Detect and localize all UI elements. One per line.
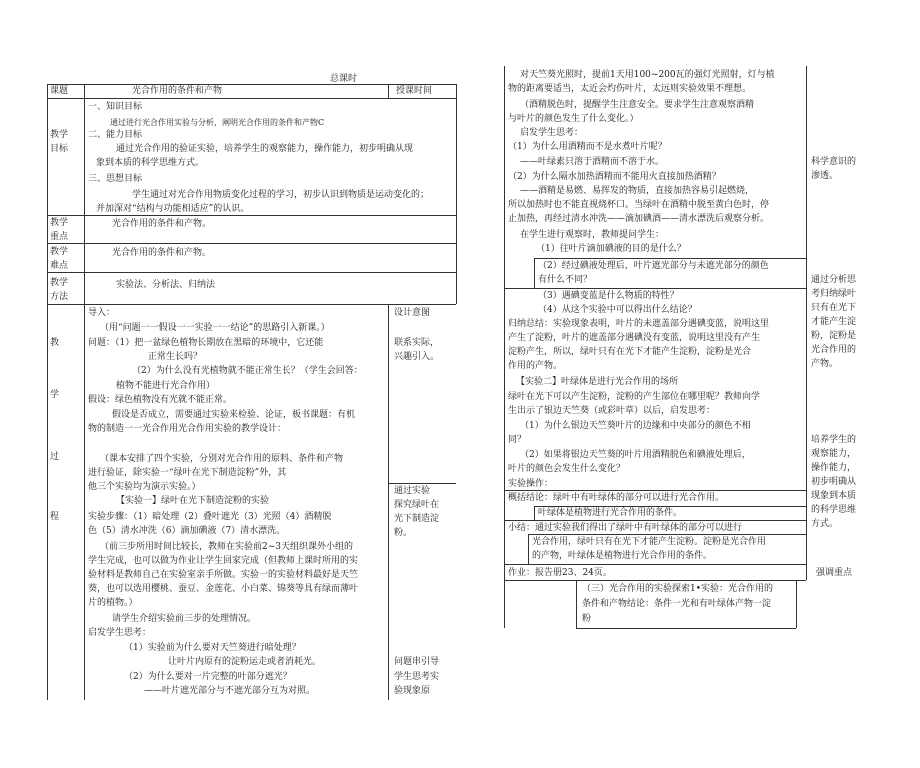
right-line: （1）为什么用酒精而不是水煮叶片呢？ xyxy=(508,142,667,152)
teaching-method: 实验法、分析法、归纳法 xyxy=(116,280,216,290)
side-note: 光合作用的 xyxy=(811,345,857,355)
thought-goal-text-1: 学生通过对光合作用物质变化过程的学习，初步认识到物质是运动变化的； xyxy=(132,190,430,200)
difficult-label-1: 教学 xyxy=(50,247,69,257)
process-line: 片的植物。） xyxy=(88,598,138,608)
right-line: 作用的产物。 xyxy=(508,361,563,371)
process-line: 学生完成，也可以做为作业让学生回家完成（但教师上课时所用的实 xyxy=(88,556,359,566)
thought-goal-text-2: 并加深对“结构与功能相适应”的认识。 xyxy=(96,204,250,214)
right-line: （1）往叶片滴加碘液的目的是什么？ xyxy=(536,244,686,254)
process-line: 进行验证，除实验一“绿叶在光下制造淀粉”外，其 xyxy=(88,468,287,478)
process-line: （课本安排了四个实验，分别对光合作用的原料、条件和产物 xyxy=(100,454,344,464)
ability-goal-text-1: 通过光合作用的验证实验，培养学生的观察能力，操作能力，初步明确从现 xyxy=(116,144,414,154)
right-line: 绿叶在光下可以产生淀粉，淀粉的产生部位在哪里呢？教师向学 xyxy=(508,392,761,402)
right-line: 淀粉产生，所以，绿叶只有在光下才能产生淀粉，淀粉是光合 xyxy=(508,347,752,357)
side-note: 方式。 xyxy=(811,519,839,529)
process-line: 葵，也可以选用樱桃、蚕豆、金莲花、小白菜、锦葵等具有绿而薄叶 xyxy=(88,584,359,594)
method-label-2: 方法 xyxy=(50,292,69,302)
process-label-2: 学 xyxy=(50,390,60,400)
right-line: 的产物，叶绿体是植物进行光合作用的条件。 xyxy=(532,551,713,561)
difficult-label-2: 难点 xyxy=(50,261,69,271)
difficult-point: 光合作用的条件和产物。 xyxy=(112,248,212,258)
right-line: （2）为什么隔水加热酒精而不能用火直接加热酒精？ xyxy=(508,172,721,182)
right-line: （2）经过碘液处理后，叶片遮光部分与未遮光部分的颜色 xyxy=(538,261,769,271)
side-note: 渗透。 xyxy=(811,171,839,181)
summary-box-line: 条件和产物结论：条件一光和有叶绿体产物一淀 xyxy=(582,599,772,609)
side-note: 才能产生淀 xyxy=(811,317,857,327)
key-point: 光合作用的条件和产物。 xyxy=(112,219,212,229)
process-line: ——叶片遮光部分与不遮光部分互为对照。 xyxy=(144,686,316,696)
right-line: （1）为什么银边天竺葵叶片的边缘和中央部分的颜色不相 xyxy=(520,421,751,431)
right-line: 所以加热时也不能直视烧杯口。当绿叶在酒精中脱至黄白色时，停 xyxy=(508,200,770,210)
design-intent-label: 设计意图 xyxy=(394,308,431,318)
process-line: （2）为什么没有光植物就不能正常生长？（学生会回答： xyxy=(132,366,363,376)
right-line: 在学生进行观察时，教师提问学生： xyxy=(520,230,665,240)
right-line: 叶绿体是植物进行光合作用的条件。 xyxy=(538,508,683,518)
process-line: 实验步骤：（1）暗处理（2）叠叶遮光（3）光照（4）酒精脱 xyxy=(88,512,332,522)
right-line: （3）遇碘变蓝是什么物质的特性？ xyxy=(538,291,679,301)
process-line: 请学生介绍实验前三步的处理情况。 xyxy=(112,614,257,624)
design-note: 联系实际， xyxy=(394,338,440,348)
key-label-2: 重点 xyxy=(50,232,69,242)
knowledge-goal-title: 一、知识目标 xyxy=(88,102,143,112)
lesson-topic: 光合作用的条件和产物 xyxy=(132,86,223,96)
side-note: 只有在光下 xyxy=(811,303,857,313)
right-line: 叶片的颜色会发生什么变化？ xyxy=(508,464,626,474)
time-label: 授课时间 xyxy=(396,86,433,96)
design-note: 问题串引导 xyxy=(394,657,440,667)
side-note: 观察能力， xyxy=(811,449,857,459)
side-note: 粉，淀粉是 xyxy=(811,331,857,341)
process-line: 导入： xyxy=(88,308,116,318)
right-line: 启发学生思考： xyxy=(520,128,584,138)
right-line: 对天竺葵光照时，提前1天用100~200瓦的强灯光照射，灯与植 xyxy=(520,70,775,80)
side-note: 的科学思维 xyxy=(811,505,857,515)
design-note: 探究绿叶在 xyxy=(394,500,440,510)
right-line: 产生了淀粉，叶片的遮盖部分遇碘没有变蓝，说明这里没有产生 xyxy=(508,333,761,343)
process-line: 假设：绿色植物没有光就不能正常。 xyxy=(88,395,233,405)
right-line: 物的距离要适当，太近会灼伤叶片，太远则实验效果不理想。 xyxy=(508,84,752,94)
process-line: （1）实验前为什么要对天竺葵进行暗处理？ xyxy=(124,643,301,653)
design-note: 验现象原 xyxy=(394,686,431,696)
total-hours-label: 总课时 xyxy=(330,74,358,84)
right-line: 同？ xyxy=(508,435,527,445)
right-line: （酒精脱色时，提醒学生注意安全。要求学生注意观察酒精 xyxy=(520,100,755,110)
key-label-1: 教学 xyxy=(50,218,69,228)
topic-label: 课题 xyxy=(50,86,69,96)
side-note: 操作能力， xyxy=(811,463,857,473)
right-line: ——叶绿素只溶于酒精而不溶于水。 xyxy=(520,157,665,167)
right-line: 有什么不同？ xyxy=(538,275,593,285)
experiment-1-title: 【实验一】绿叶在光下制造淀粉的实验 xyxy=(116,496,270,506)
process-line: （2）为什么要对一片完整的叶部分遮光？ xyxy=(124,672,292,682)
experiment-2-title: 【实验二】叶绿体是进行光合作用的场所 xyxy=(516,377,679,387)
side-note-emphasis: 强调重点 xyxy=(816,568,853,578)
right-line: 生出示了银边天竺葵（或彩叶草）以后，启发思考： xyxy=(508,406,716,416)
right-line: ——酒精是易燃、易挥发的物质，直接加热容易引起燃烧， xyxy=(520,186,755,196)
side-note: 科学意识的 xyxy=(811,157,857,167)
process-line: 假设是否成立，需要通过实验来检验、论证，板书课题：有机 xyxy=(112,410,356,420)
process-line: 启发学生思考： xyxy=(88,628,152,638)
process-line: 正常生长吗？ xyxy=(148,352,203,362)
right-line: 实验操作： xyxy=(508,479,554,489)
process-line: 让叶片内原有的淀粉运走或者消耗光。 xyxy=(168,657,322,667)
process-line: （用“问题一一假设一一实验一一结论”的思路引入新课。） xyxy=(100,323,330,333)
right-line: 止加热，再经过清水冲洗——滴加碘酒——清水漂洗后观察分析。 xyxy=(508,214,770,224)
process-line: 植物不能进行光合作用） xyxy=(116,381,216,391)
ability-goal-title: 二、能力目标 xyxy=(88,130,143,140)
process-label-3: 过 xyxy=(50,452,60,462)
process-line: 问题：（1）把一盆绿色植物长期放在黑暗的环境中，它还能 xyxy=(88,338,324,348)
design-note: 光下制造淀 xyxy=(394,514,440,524)
right-line: （2）如果将银边天竺葵的叶片用酒精脱色和碘液处理后， xyxy=(520,450,751,460)
homework: 作业：报告册23、24页。 xyxy=(508,568,612,578)
thought-goal-title: 三、思想目标 xyxy=(88,174,143,184)
right-line: 小结：通过实验我们得出了绿叶中有叶绿体的部分可以进行 xyxy=(508,523,743,533)
design-note: 兴趣引入。 xyxy=(394,352,440,362)
right-line: 光合作用，绿叶只有在光下才能产生淀粉。淀粉是光合作用 xyxy=(532,537,767,547)
right-line: 概括结论：绿叶中有叶绿体的部分可以进行光合作用。 xyxy=(508,493,725,503)
goals-label-1: 教学 xyxy=(50,130,69,140)
design-note: 粉。 xyxy=(394,528,413,538)
ability-goal-text-2: 象到本质的科学思维方式。 xyxy=(96,158,205,168)
process-line: 他三个实验均为演示实验。） xyxy=(88,482,201,492)
process-label-1: 教 xyxy=(50,338,60,348)
side-note: 初步明确从 xyxy=(811,477,857,487)
design-note: 通过实验 xyxy=(394,486,431,496)
knowledge-goal-text: 通过进行光合作用实验与分析，阐明光合作用的条件和产物C xyxy=(110,118,325,127)
summary-box-line: （三）光合作用的实验探索1•实验：光合作用的 xyxy=(582,584,774,594)
right-line: 与叶片的颜色发生了什么变化。） xyxy=(508,114,639,124)
side-note: 培养学生的 xyxy=(811,435,857,445)
right-line: 归纳总结：实验现象表明，叶片的未遮盖部分遇碘变蓝，说明这里 xyxy=(508,319,770,329)
side-note: 通过分析思 xyxy=(811,275,857,285)
right-line: （4）从这个实验中可以得出什么结论？ xyxy=(538,305,697,315)
process-line: 验材料是教师自己在实验室亲手所做。实验一的实验材料最好是天竺 xyxy=(88,570,359,580)
design-note: 学生思考实 xyxy=(394,672,440,682)
goals-label-2: 目标 xyxy=(50,144,69,154)
process-line: （前三步所用时间比较长，教师在实验前2~3天组织课外小组的 xyxy=(100,542,353,552)
process-line: 物的制造一一光合作用光合作用实验的教学设计： xyxy=(88,424,287,434)
method-label-1: 教学 xyxy=(50,278,69,288)
side-note: 考归纳绿叶 xyxy=(811,289,857,299)
process-line: 色（5）清水冲洗（6）滴加碘液（7）清水漂洗。 xyxy=(88,526,286,536)
side-note: 现象到本质 xyxy=(811,491,857,501)
side-note: 产物。 xyxy=(811,359,839,369)
process-label-4: 程 xyxy=(50,512,60,522)
summary-box-line: 粉 xyxy=(582,614,592,624)
